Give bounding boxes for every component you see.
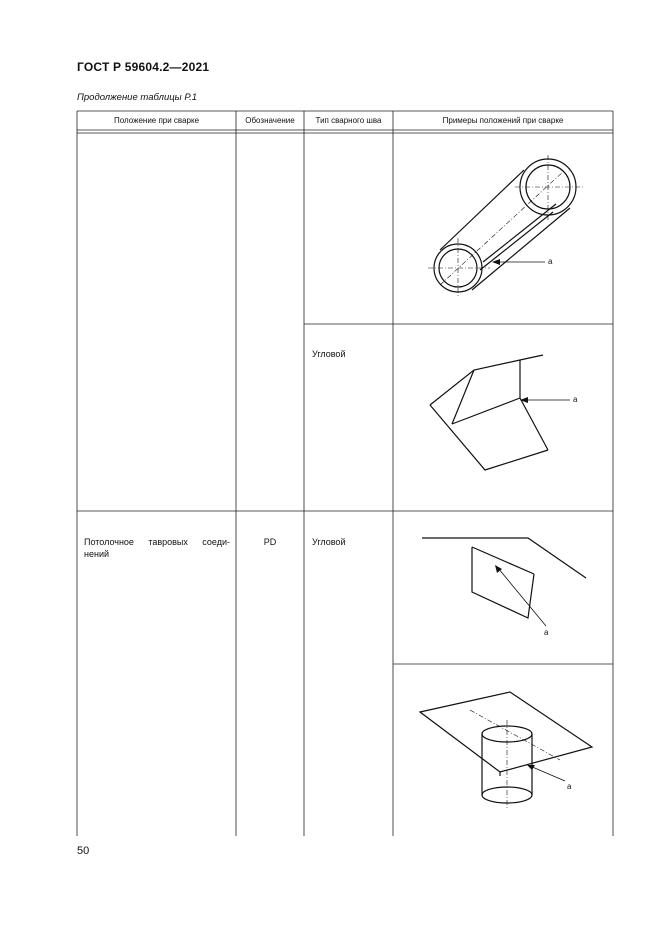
label-a-overhead-pipe: a (567, 782, 572, 791)
label-a-fillet: a (573, 395, 578, 404)
table-caption: Продолжение таблицы Р.1 (77, 92, 198, 103)
weld-type-fillet-1: Угловой (312, 349, 346, 359)
position-overhead-tee: Потолочное тавровых соеди-нений (84, 537, 230, 559)
page-number: 50 (77, 845, 90, 857)
document-header: ГОСТ Р 59604.2—2021 (77, 60, 210, 74)
column-header-position: Положение при сварке (113, 116, 200, 125)
designation-pd: PD (263, 537, 277, 547)
column-header-examples: Примеры положений при сварке (442, 116, 564, 125)
label-a-overhead-tee: a (544, 628, 549, 637)
column-header-weld-type: Тип сварного шва (315, 116, 382, 125)
label-a-pipe: a (548, 257, 553, 266)
weld-type-fillet-2: Угловой (312, 537, 346, 547)
column-header-designation: Обозначение (245, 116, 295, 125)
